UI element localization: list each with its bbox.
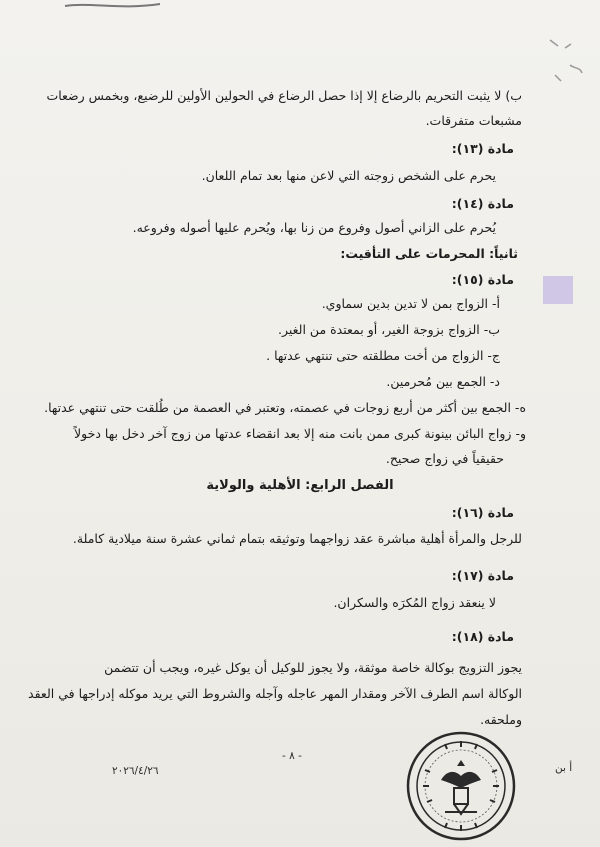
text-line: يحرم على الشخص زوجته التي لاعن منها بعد تمام اللعان. <box>201 168 496 183</box>
list-item: و- زواج البائن بينونة كبرى ممن بانت منه إلا بعد انقضاء عدتها من زوج آخر دخل بها دخولاً <box>74 426 526 441</box>
top-scan-mark <box>60 0 170 14</box>
text-line: وملحقه. <box>480 712 522 727</box>
list-item: د- الجمع بين مُحرمين. <box>386 374 500 389</box>
list-item: ج- الزواج من أخت مطلقته حتى تنتهي عدتها . <box>266 348 500 363</box>
list-item: ب- الزواج بزوجة الغير، أو بمعتدة من الغير. <box>278 322 500 337</box>
chapter-title: الفصل الرابع: الأهلية والولاية <box>206 478 394 493</box>
section-heading: ثانياً: المحرمات على التأقيت: <box>340 246 518 261</box>
corner-handwriting <box>540 30 590 90</box>
text-line: ب) لا يثبت التحريم بالرضاع إلا إذا حصل الرضاع في الحولين الأولين للرضيع، وبخمس رضعات <box>46 88 522 103</box>
text-line: لا ينعقد زواج المُكرَه والسكران. <box>333 595 496 610</box>
article-heading: مادة (١٧): <box>451 568 514 583</box>
article-heading: مادة (١٥): <box>451 272 514 287</box>
text-line: يجوز التزويج بوكالة خاصة موثقة، ولا يجوز للوكيل أن يوكل غيره، ويجب أن تتضمن <box>104 660 522 675</box>
list-item: ه- الجمع بين أكثر من أربع زوجات في عصمته، وتعتبر في العصمة من طُلقت حتى تنتهي عدتها. <box>44 400 526 415</box>
text-line: مشبعات متفرقات. <box>425 113 522 128</box>
footer-date: ٢٠٢٦/٤/٢٦ <box>112 765 159 777</box>
article-heading: مادة (١٨): <box>451 629 514 644</box>
official-seal-icon <box>405 730 517 842</box>
article-heading: مادة (١٤): <box>451 196 514 211</box>
text-line: الوكالة اسم الطرف الآخر ومقدار المهر عاجله وآجله والشروط التي يريد موكله إدراجها في العقد <box>28 686 522 701</box>
list-item: أ- الزواج بمن لا تدين بدين سماوي. <box>321 296 500 311</box>
article-heading: مادة (١٦): <box>451 505 514 520</box>
footer-initials: أ بن <box>555 762 573 774</box>
text-line: يُحرم على الزاني أصول وفروع من زنا بها، ويُحرم عليها أصوله وفروعه. <box>132 220 496 235</box>
article-heading: مادة (١٣): <box>451 141 514 156</box>
text-highlight-mark <box>543 276 573 304</box>
text-line: حقيقياً في زواج صحيح. <box>385 451 504 466</box>
text-line: للرجل والمرأة أهلية مباشرة عقد زواجهما وتوثيقه بتمام ثماني عشرة سنة ميلادية كاملة. <box>72 531 522 546</box>
page-number: - ٨ - <box>282 750 302 762</box>
